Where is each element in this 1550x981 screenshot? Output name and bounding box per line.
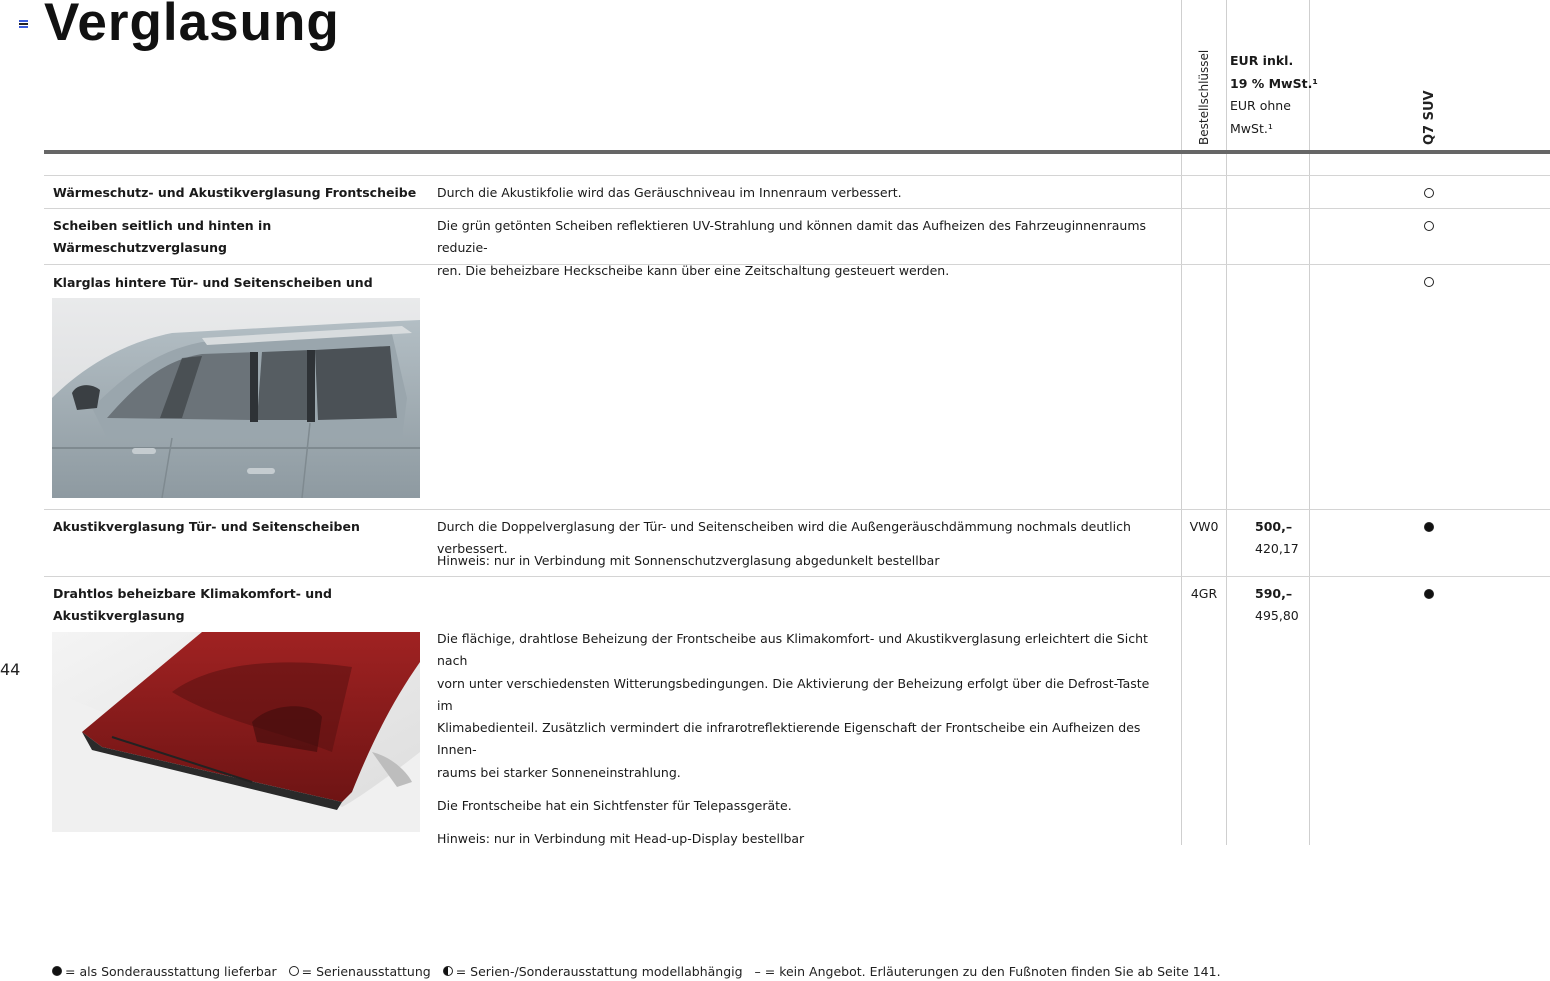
- windshield-heating-image: [52, 632, 420, 832]
- standard-equipment-icon: [1424, 188, 1434, 198]
- optional-equipment-icon: [52, 966, 62, 976]
- header-price: [1230, 50, 1318, 140]
- standard-equipment-icon: [1424, 221, 1434, 231]
- legend-model-dependent-text: = Serien-/Sonderausstattung modellabhängig: [455, 964, 743, 979]
- legend-none: – = kein Angebot. Erläuterungen zu den Fußnoten finden Sie ab Seite 141.: [754, 964, 1221, 979]
- price-incl-vat: 500,–: [1255, 519, 1293, 534]
- row-name-line: Drahtlos beheizbare Klimakomfort- und Akustikverglasung: [53, 586, 333, 623]
- legend-standard: [289, 964, 431, 979]
- header-price-excl-line2: MwSt.¹: [1230, 120, 1273, 136]
- header-price-incl-line1: EUR inkl.: [1230, 53, 1294, 68]
- row-name: Akustikverglasung Tür- und Seitenscheiben: [53, 519, 360, 534]
- row-name: Scheiben seitlich und hinten in Wärmeschutzverglasung: [53, 218, 272, 255]
- standard-equipment-icon: [289, 966, 299, 976]
- legend: [52, 964, 1229, 979]
- price-excl-vat: 420,17: [1255, 541, 1299, 556]
- order-code: VW0: [1189, 519, 1219, 534]
- row-divider: [44, 576, 1550, 577]
- column-divider: [1181, 0, 1182, 845]
- legend-model-dependent: [443, 964, 743, 979]
- row-description-line: Klimabedienteil. Zusätzlich vermindert die infrarotreflektierende Eigenschaft der Frontscheibe ein Aufheizen des Innen-: [437, 720, 1141, 758]
- row-description: Durch die Akustikfolie wird das Geräuschniveau im Innenraum verbessert.: [437, 185, 902, 200]
- row-description-line: Die grün getönten Scheiben reflektieren UV-Strahlung und können damit das Aufheizen des Fahrzeuginnenraums reduzie-: [437, 218, 1147, 256]
- optional-equipment-icon: [1424, 522, 1434, 532]
- header-price-excl-line1: EUR ohne: [1230, 98, 1291, 113]
- row-description: Durch die Doppelverglasung der Tür- und Seitenscheiben wird die Außengeräuschdämmung nochmals deutlich verbessert.: [437, 519, 1131, 557]
- page-number: 44: [0, 660, 21, 679]
- row-description-line: ren. Die beheizbare Heckscheibe kann über eine Zeitschaltung gesteuert werden.: [437, 262, 950, 278]
- row-divider: [44, 208, 1550, 209]
- nav-marker-icon: [19, 20, 28, 29]
- row-divider: [44, 175, 1550, 176]
- price-excl-vat: 495,80: [1255, 608, 1299, 623]
- standard-equipment-icon: [1424, 277, 1434, 287]
- header-price-incl-line2: 19 % MwSt.¹: [1230, 75, 1318, 91]
- row-note: Hinweis: nur in Verbindung mit Sonnenschutzverglasung abgedunkelt bestellbar: [437, 553, 940, 568]
- row-description-line: Die flächige, drahtlose Beheizung der Frontscheibe aus Klimakomfort- und Akustikverglasung erleichtert die Sicht nach: [437, 631, 1148, 669]
- car-side-windows-image: [52, 298, 420, 498]
- price: [1255, 516, 1299, 560]
- row-description-line: vorn unter verschiedensten Witterungsbedingungen. Die Aktivierung der Beheizung erfolgt über die Defrost-Taste im: [437, 675, 1150, 713]
- price-incl-vat: 590,–: [1255, 586, 1293, 601]
- row-description-paragraph: Die Frontscheibe hat ein Sichtfenster für Telepassgeräte.: [437, 798, 792, 814]
- header-bestellschluessel: Bestellschlüssel: [1197, 49, 1211, 145]
- order-code: 4GR: [1190, 586, 1218, 601]
- row-description: [437, 628, 1167, 851]
- row-description-line: raums bei starker Sonneneinstrahlung.: [437, 764, 681, 780]
- legend-optional: [52, 964, 277, 979]
- header-model: Q7 SUV: [1422, 90, 1437, 145]
- page-title: Verglasung: [44, 0, 340, 52]
- row-divider: [44, 509, 1550, 510]
- row-note: Hinweis: nur in Verbindung mit Head-up-Display bestellbar: [437, 831, 805, 847]
- row-name: Wärmeschutz- und Akustikverglasung Frontscheibe: [53, 185, 417, 200]
- row-name: Klarglas hintere Tür- und Seitenscheiben und: [53, 275, 373, 290]
- legend-standard-text: = Serienausstattung: [301, 964, 431, 979]
- model-dependent-icon: [443, 966, 453, 976]
- legend-optional-text: = als Sonderausstattung lieferbar: [65, 964, 277, 979]
- row-description: [437, 215, 1167, 282]
- header-rule: [44, 150, 1550, 154]
- optional-equipment-icon: [1424, 589, 1434, 599]
- price: [1255, 583, 1299, 627]
- column-divider: [1226, 0, 1227, 845]
